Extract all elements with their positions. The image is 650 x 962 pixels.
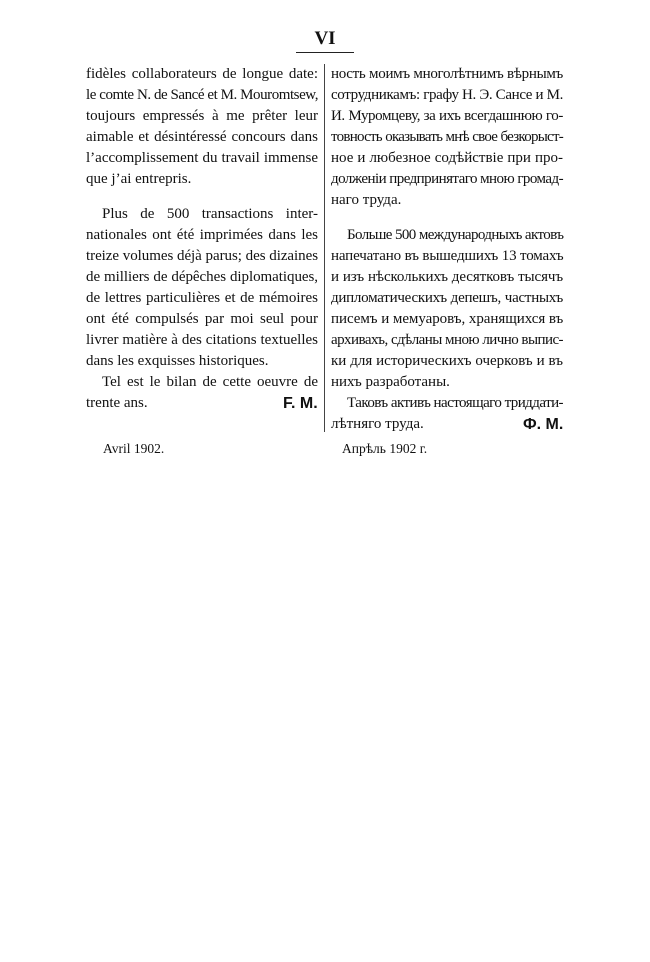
text-line: ки для историческихъ очерковъ и въ: [331, 353, 563, 369]
text-line: le comte N. de Sancé et M. Mouromtsew,: [86, 87, 318, 103]
text-line: Больше 500 международныхъ актовъ: [347, 227, 564, 243]
text-line: treize volumes déjà parus; des dizaines: [86, 248, 318, 264]
column-divider: [324, 64, 325, 432]
text-line: лѣтняго труда.: [331, 416, 424, 432]
russian-paragraph-2: [331, 225, 563, 393]
russian-column: [331, 64, 563, 435]
french-column: [86, 64, 318, 414]
french-date: Avril 1902.: [103, 441, 165, 456]
text-line: livrer matière à des citations textuelles: [86, 332, 318, 348]
text-line: товность оказывать мнѣ свое безкорыст-: [331, 129, 563, 145]
text-line: Plus de 500 transactions inter-: [102, 206, 318, 222]
text-line: toujours empressés à me prêter leur: [86, 108, 318, 124]
text-line: ное и любезное содѣйствіе при про-: [331, 150, 563, 166]
text-line: архивахъ, сдѣланы мною лично выпис-: [331, 332, 563, 348]
russian-paragraph-1: [331, 64, 563, 211]
text-line: dans les exquisses historiques.: [86, 353, 269, 369]
text-line: писемъ и мемуаровъ, хранящихся въ: [331, 311, 564, 327]
french-paragraph-1: [86, 64, 318, 190]
text-line: Tel est le bilan de cette oeuvre de: [102, 374, 318, 390]
russian-date: Апрѣль 1902 г.: [342, 441, 428, 456]
text-line: de lettres particulières et de mémoires: [86, 290, 318, 306]
text-line: aimable et désintéressé concours dans: [86, 129, 318, 145]
text-line: de milliers de dépêches diplomatiques,: [86, 269, 318, 285]
text-line: ность моимъ многолѣтнимъ вѣрнымъ: [331, 66, 563, 82]
french-signature: F. M.: [283, 395, 318, 412]
text-line: напечатано въ вышедшихъ 13 томахъ: [331, 248, 564, 264]
french-paragraph-2: [86, 204, 318, 372]
text-line: наго труда.: [331, 192, 402, 208]
text-line: сотрудникамъ: графу Н. Э. Сансе и М.: [331, 87, 563, 103]
russian-signature: Ф. М.: [523, 416, 564, 433]
text-line: нихъ разработаны.: [331, 374, 450, 390]
text-line: и изъ нѣсколькихъ десятковъ тысячъ: [331, 269, 563, 285]
text-line: И. Муромцеву, за ихъ всегдашнюю го-: [331, 108, 563, 124]
text-line: ont été compulsés par moi seul pour: [86, 311, 318, 327]
text-line: nationales ont été imprimées dans les: [86, 227, 318, 243]
text-line: fidèles collaborateurs de longue date:: [86, 66, 318, 82]
text-line: que j’ai entrepris.: [86, 171, 192, 187]
text-line: дипломатическихъ депешъ, частныхъ: [331, 290, 563, 306]
page-number: VI: [314, 28, 336, 49]
text-line: l’accomplissement du travail immense: [86, 150, 318, 166]
text-line: долженіи предпринятаго мною громад-: [331, 171, 564, 187]
text-line: trente ans.: [86, 395, 148, 411]
text-line: Таковъ активъ настоящаго триддати-: [347, 395, 563, 411]
header-rule: [296, 52, 354, 53]
